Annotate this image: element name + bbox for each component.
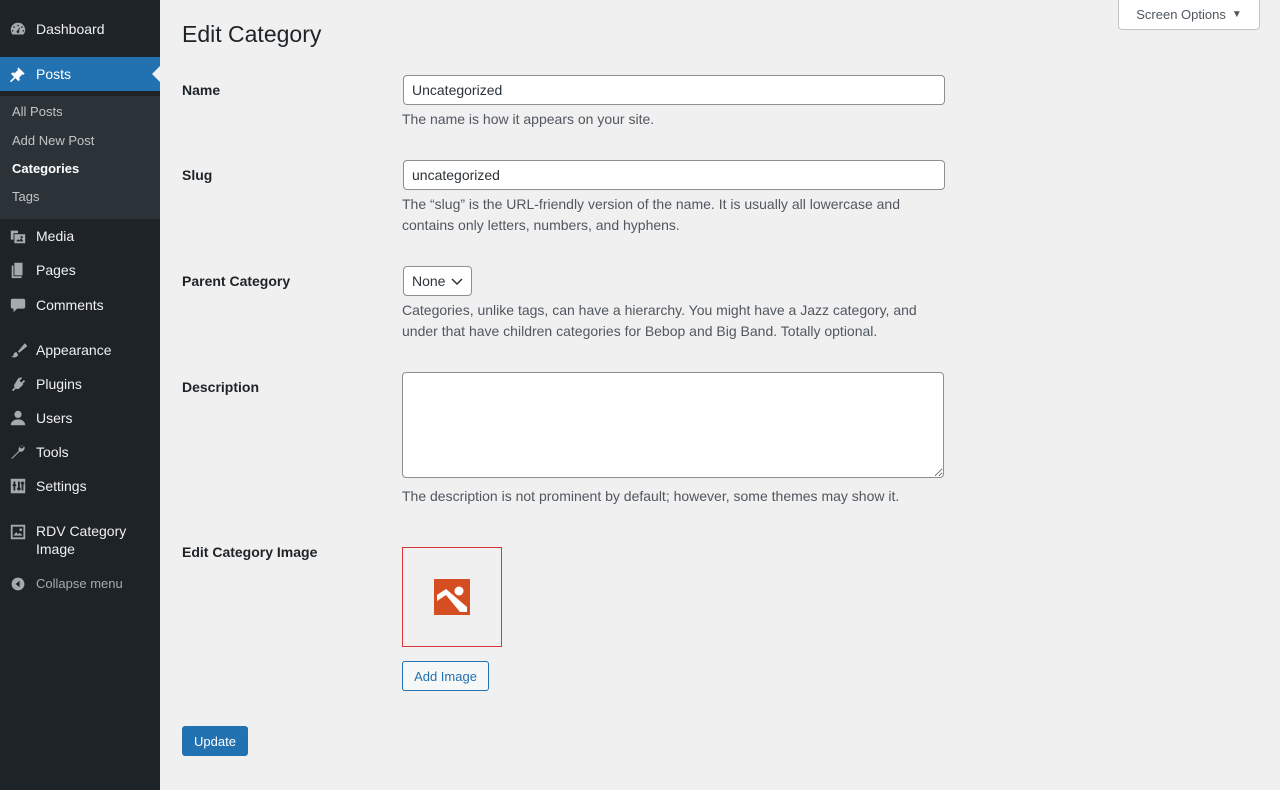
- plugin-icon: [0, 374, 36, 394]
- chevron-down-icon: [451, 277, 463, 286]
- sidebar-item-tools[interactable]: [0, 442, 160, 462]
- sidebar-item-label: [36, 522, 126, 558]
- sidebar-item-label: Posts: [36, 66, 72, 82]
- image-placeholder-icon: [434, 579, 470, 615]
- dashboard-icon: [0, 19, 36, 39]
- caret-down-icon: ▼: [1231, 9, 1242, 20]
- screen-options-label: Screen Options: [1136, 7, 1226, 22]
- admin-sidebar: [0, 0, 160, 790]
- description-help-text: The description is not prominent by default; however, some themes may show it.: [402, 488, 900, 504]
- sidebar-item-users[interactable]: [0, 408, 160, 428]
- sidebar-item-label-line1: RDV Category: [36, 523, 127, 539]
- name-input[interactable]: [403, 75, 945, 105]
- slug-label: Slug: [182, 167, 213, 183]
- parent-category-label: Parent Category: [182, 273, 291, 289]
- comment-icon: [0, 295, 36, 315]
- sidebar-item-label: Pages: [36, 262, 76, 278]
- name-label: Name: [182, 82, 221, 98]
- sidebar-item-label: Media: [36, 228, 75, 244]
- update-button[interactable]: Update: [182, 726, 248, 756]
- sidebar-item-label: Users: [36, 410, 73, 426]
- sidebar-item-label: Dashboard: [36, 21, 105, 37]
- sidebar-item-settings[interactable]: [0, 476, 160, 496]
- page-title: Edit Category: [182, 21, 322, 47]
- submenu-item-tags[interactable]: Tags: [12, 189, 40, 204]
- wrench-icon: [0, 442, 36, 462]
- media-icon: [0, 226, 36, 246]
- sidebar-item-label: Appearance: [36, 342, 112, 358]
- description-textarea[interactable]: [402, 372, 944, 478]
- description-label: Description: [182, 379, 260, 395]
- sidebar-item-label-line2: Image: [36, 541, 75, 557]
- collapse-menu-button[interactable]: [0, 574, 160, 594]
- active-indicator: [152, 66, 160, 82]
- category-image-label: Edit Category Image: [182, 544, 318, 560]
- sidebar-item-dashboard[interactable]: [0, 18, 160, 40]
- add-image-button[interactable]: Add Image: [402, 661, 489, 691]
- paintbrush-icon: [0, 340, 36, 360]
- parent-category-help-text: Categories, unlike tags, can have a hierarchy. You might have a Jazz category, and under that have children categories for Bebop and Big Band. Totally optional.: [402, 302, 917, 339]
- collapse-menu-label: Collapse menu: [36, 576, 123, 591]
- sidebar-item-label: Plugins: [36, 376, 82, 392]
- sidebar-item-rdv-category-image[interactable]: [0, 522, 160, 560]
- screen-options-button[interactable]: [1118, 0, 1260, 30]
- parent-category-selected: None: [412, 273, 446, 289]
- submenu-item-add-new-post[interactable]: Add New Post: [12, 133, 95, 148]
- sidebar-item-comments[interactable]: [0, 295, 160, 315]
- sidebar-item-label: Comments: [36, 297, 104, 313]
- slug-input[interactable]: [403, 160, 945, 190]
- sidebar-item-plugins[interactable]: [0, 374, 160, 394]
- submenu-item-categories[interactable]: Categories: [12, 161, 80, 176]
- pushpin-icon: [0, 64, 36, 84]
- pages-icon: [0, 260, 36, 280]
- settings-icon: [0, 476, 36, 496]
- sidebar-item-posts[interactable]: [0, 57, 160, 91]
- name-help-text: The name is how it appears on your site.: [402, 111, 655, 127]
- image-icon: [0, 522, 36, 542]
- sidebar-item-label: Settings: [36, 478, 87, 494]
- posts-submenu: [0, 96, 160, 219]
- category-image-preview[interactable]: [402, 547, 502, 647]
- submenu-item-all-posts[interactable]: All Posts: [12, 104, 63, 119]
- slug-help-text: The “slug” is the URL-friendly version of the name. It is usually all lowercase and contains only letters, numbers, and hyphens.: [402, 196, 900, 233]
- sidebar-item-media[interactable]: [0, 226, 160, 246]
- collapse-icon: [0, 574, 36, 594]
- parent-category-select[interactable]: [403, 266, 472, 296]
- user-icon: [0, 408, 36, 428]
- sidebar-item-appearance[interactable]: [0, 340, 160, 360]
- sidebar-item-pages[interactable]: [0, 260, 160, 280]
- sidebar-item-label: Tools: [36, 444, 69, 460]
